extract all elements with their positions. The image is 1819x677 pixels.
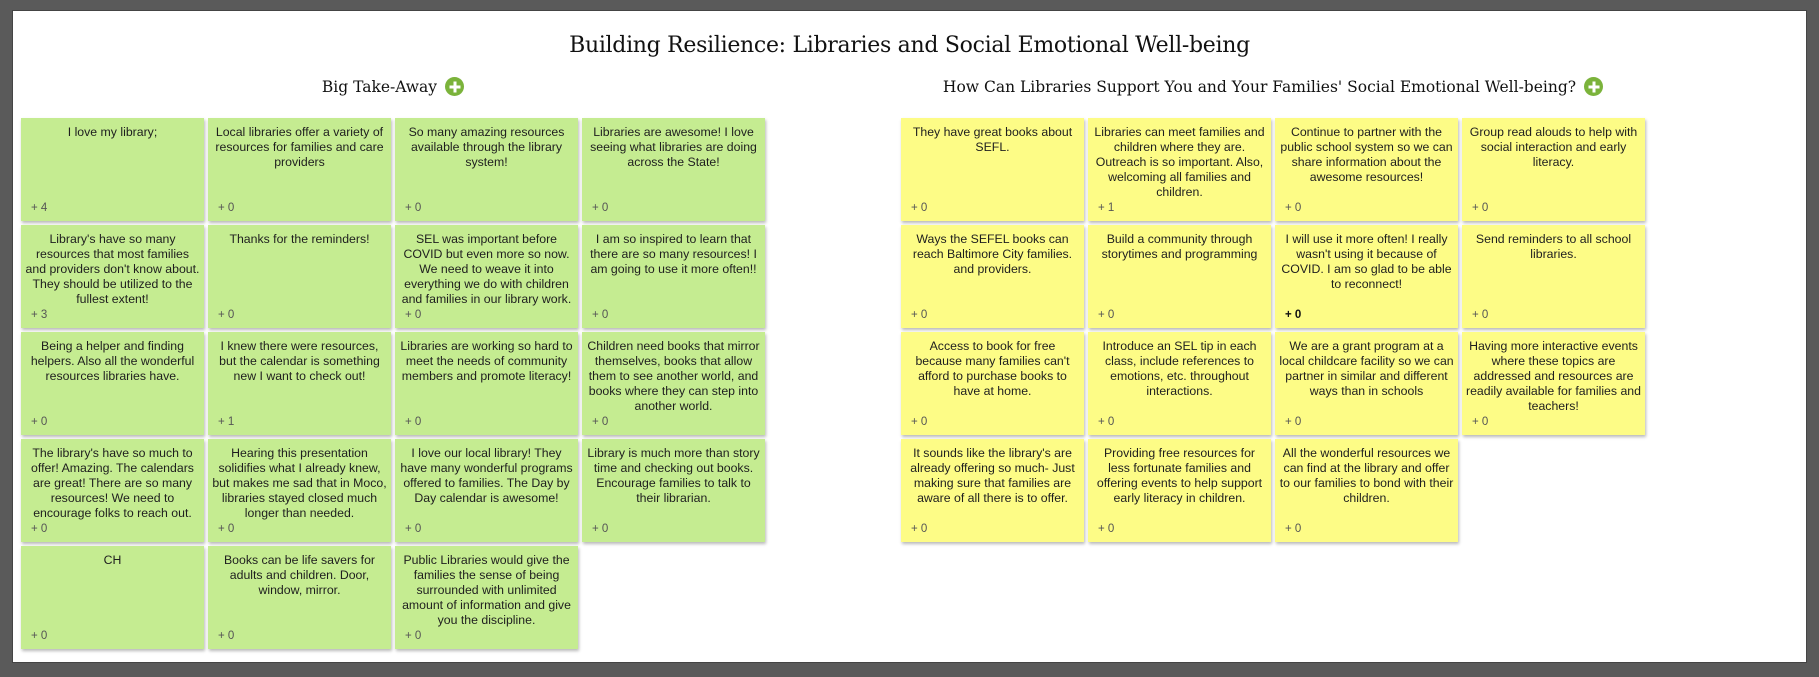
vote-count[interactable]: + 0 (218, 202, 235, 214)
vote-count[interactable]: + 0 (1285, 416, 1302, 428)
sticky-note-card[interactable] (1275, 225, 1458, 328)
sticky-note-card[interactable] (208, 225, 391, 328)
card-text: The library's have so much to offer! Amazing. The calendars are great! There are so many resources! We need to encourage folks to reach out. (31, 446, 194, 520)
card-text: Libraries can meet families and children where they are. Outreach is so important. Also, welcoming all families and children. (1094, 125, 1265, 199)
sticky-note-card[interactable] (901, 118, 1084, 221)
vote-count[interactable]: + 0 (405, 202, 422, 214)
card-text: Providing free resources for less fortunate families and offering events to help support early literacy in children. (1096, 446, 1263, 505)
card-text: Introduce an SEL tip in each class, include references to emotions, etc. throughout interactions. (1102, 339, 1257, 398)
card-text: All the wonderful resources we can find at the library and offer to our families to bond with their children. (1279, 446, 1454, 505)
card-text: CH (103, 553, 122, 567)
sticky-note-card[interactable] (1462, 225, 1645, 328)
card-text: SEL was important before COVID but even more so now. We need to weave it into everything we do with children and families in our library work. (401, 232, 572, 306)
sticky-note-card[interactable] (1088, 225, 1271, 328)
card-text: Public Libraries would give the families the sense of being surrounded with unlimited amount of information and give you the discipline. (402, 553, 571, 627)
vote-count[interactable]: + 0 (1285, 523, 1302, 535)
card-text: Having more interactive events where these topics are addressed and resources are readily available for families and teachers! (1466, 339, 1641, 413)
sticky-note-card[interactable] (21, 546, 204, 649)
sticky-note-card[interactable] (901, 225, 1084, 328)
vote-count[interactable]: + 0 (1098, 309, 1115, 321)
card-text: I will use it more often! I really wasn't using it because of COVID. I am so glad to be able to reconnect! (1281, 232, 1452, 291)
sticky-note-card[interactable] (1462, 118, 1645, 221)
column-how-can-libraries-support-cards (901, 118, 1645, 542)
sticky-note-card[interactable] (1275, 332, 1458, 435)
card-text: So many amazing resources available through the library system! (408, 125, 565, 169)
sticky-note-card[interactable] (1275, 118, 1458, 221)
card-text: Children need books that mirror themselves, books that allow them to see another world, and books where they can step into another world. (587, 339, 760, 413)
vote-count[interactable]: + 0 (405, 416, 422, 428)
vote-count[interactable]: + 0 (31, 630, 48, 642)
sticky-note-card[interactable] (901, 439, 1084, 542)
vote-count[interactable]: + 0 (405, 630, 422, 642)
board-canvas (12, 10, 1807, 663)
sticky-note-card[interactable] (395, 118, 578, 221)
sticky-note-card[interactable] (208, 439, 391, 542)
card-text: Send reminders to all school libraries. (1475, 232, 1632, 261)
vote-count[interactable]: + 0 (911, 202, 928, 214)
sticky-note-card[interactable] (1462, 332, 1645, 435)
card-text: Continue to partner with the public school system so we can share information about the awesome resources! (1280, 125, 1453, 184)
card-text: Ways the SEFEL books can reach Baltimore City families. and providers. (912, 232, 1073, 276)
sticky-note-card[interactable] (395, 225, 578, 328)
vote-count[interactable]: + 1 (1098, 202, 1115, 214)
vote-count[interactable]: + 0 (911, 416, 928, 428)
vote-count[interactable]: + 4 (31, 202, 48, 214)
card-text: Access to book for free because many families can't afford to purchase books to have at home. (915, 339, 1070, 398)
sticky-note-card[interactable] (582, 118, 765, 221)
vote-count[interactable]: + 0 (911, 309, 928, 321)
card-text: It sounds like the library's are already offering so much- Just making sure that families are aware of all there is to offer. (910, 446, 1075, 505)
card-text: Build a community through storytimes and programming (1101, 232, 1258, 261)
vote-count[interactable]: + 0 (405, 309, 422, 321)
board-title: Building Resilience: Libraries and Social Emotional Well-being (569, 33, 1250, 58)
sticky-note-card[interactable] (901, 332, 1084, 435)
plus-circle-icon[interactable] (445, 77, 464, 96)
sticky-note-card[interactable] (582, 332, 765, 435)
sticky-note-card[interactable] (582, 225, 765, 328)
sticky-note-card[interactable] (582, 439, 765, 542)
card-text: Thanks for the reminders! (229, 232, 370, 246)
sticky-note-card[interactable] (21, 332, 204, 435)
sticky-note-card[interactable] (208, 546, 391, 649)
vote-count[interactable]: + 0 (1285, 202, 1302, 214)
card-text: Books can be life savers for adults and children. Door, window, mirror. (223, 553, 376, 597)
sticky-note-card[interactable] (1088, 118, 1271, 221)
vote-count[interactable]: + 0 (218, 309, 235, 321)
sticky-note-card[interactable] (395, 332, 578, 435)
vote-count[interactable]: + 0 (911, 523, 928, 535)
card-text: I am so inspired to learn that there are so many resources! I am going to use it more often!! (590, 232, 757, 276)
card-text: Group read alouds to help with social interaction and early literacy. (1469, 125, 1638, 169)
column-title: Big Take-Away (321, 77, 438, 96)
vote-count[interactable]: + 0 (1472, 416, 1489, 428)
column-header-how-can-libraries-support (901, 77, 1645, 96)
sticky-note-card[interactable] (1088, 439, 1271, 542)
card-text: Hearing this presentation solidifies what I already knew, but makes me sad that in Moco, libraries stayed closed much longer than needed. (212, 446, 387, 520)
vote-count[interactable]: + 0 (1285, 309, 1302, 321)
vote-count[interactable]: + 0 (592, 416, 609, 428)
sticky-note-card[interactable] (395, 546, 578, 649)
vote-count[interactable]: + 0 (592, 202, 609, 214)
vote-count[interactable]: + 0 (1098, 416, 1115, 428)
card-text: Local libraries offer a variety of resources for families and care providers (215, 125, 384, 169)
card-text: I love my library; (67, 125, 158, 139)
vote-count[interactable]: + 0 (405, 523, 422, 535)
sticky-note-card[interactable] (208, 332, 391, 435)
vote-count[interactable]: + 3 (31, 309, 48, 321)
sticky-note-card[interactable] (21, 118, 204, 221)
sticky-note-card[interactable] (21, 439, 204, 542)
vote-count[interactable]: + 0 (218, 523, 235, 535)
card-text: I knew there were resources, but the calendar is something new I want to check out! (219, 339, 380, 383)
vote-count[interactable]: + 0 (1472, 309, 1489, 321)
sticky-note-card[interactable] (1275, 439, 1458, 542)
card-text: Libraries are awesome! I love seeing what libraries are doing across the State! (590, 125, 757, 169)
vote-count[interactable]: + 0 (218, 630, 235, 642)
card-text: Being a helper and finding helpers. Also all the wonderful resources libraries have. (30, 339, 195, 383)
vote-count[interactable]: + 1 (218, 416, 235, 428)
vote-count[interactable]: + 0 (1098, 523, 1115, 535)
column-title: How Can Libraries Support You and Your Families' Social Emotional Well-being? (942, 77, 1577, 96)
sticky-note-card[interactable] (1088, 332, 1271, 435)
vote-count[interactable]: + 0 (592, 309, 609, 321)
column-header-big-take-away (21, 77, 765, 96)
vote-count[interactable]: + 0 (31, 416, 48, 428)
card-text: I love our local library! They have many wonderful programs offered to families. The Day by Day calendar is awesome! (400, 446, 573, 505)
column-big-take-away-cards (21, 118, 765, 649)
vote-count[interactable]: + 0 (31, 523, 48, 535)
card-text: We are a grant program at a local childcare facility so we can partner in similar and different ways than in schools (1279, 339, 1454, 398)
card-text: Library is much more than story time and checking out books. Encourage families to talk to their librarian. (587, 446, 760, 505)
sticky-note-card[interactable] (21, 225, 204, 328)
card-text: Libraries are working so hard to meet the needs of community members and promote literacy! (400, 339, 573, 383)
vote-count[interactable]: + 0 (1472, 202, 1489, 214)
sticky-note-card[interactable] (208, 118, 391, 221)
card-text: They have great books about SEFL. (912, 125, 1073, 154)
vote-count[interactable]: + 0 (592, 523, 609, 535)
sticky-note-card[interactable] (395, 439, 578, 542)
plus-circle-icon[interactable] (1584, 77, 1603, 96)
card-text: Library's have so many resources that most families and providers don't know about. They should be utilized to the fullest extent! (25, 232, 200, 306)
